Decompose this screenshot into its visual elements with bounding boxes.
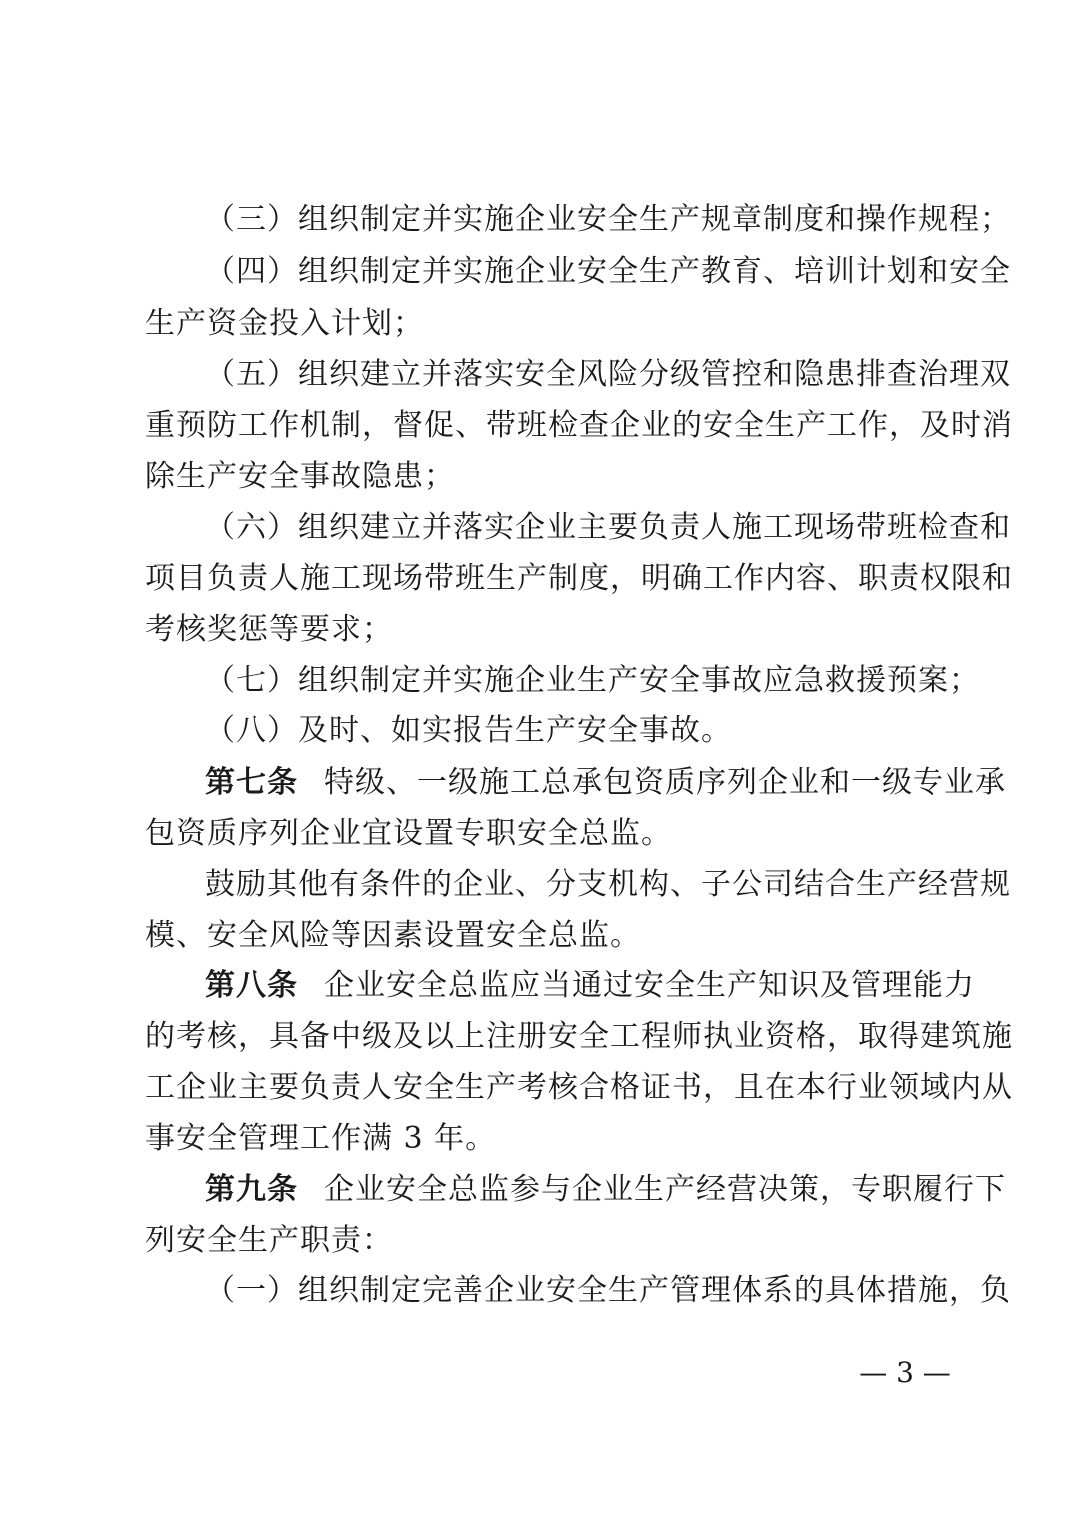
line-text: （六）组织建立并落实企业主要负责人施工现场带班检查和: [205, 510, 1011, 545]
line-text: 鼓励其他有条件的企业、分支机构、子公司结合生产经营规: [205, 867, 1011, 902]
article-line: [0, 1164, 1080, 1216]
line-text: 的考核，具备中级及以上注册安全工程师执业资格，取得建筑施: [145, 1019, 1013, 1054]
body-line: [0, 502, 1080, 554]
body-line: [0, 1265, 1080, 1317]
line-text: （八）及时、如实报告生产安全事故。: [205, 713, 732, 748]
line-text: （四）组织制定并实施企业安全生产教育、培训计划和安全: [205, 254, 1011, 289]
line-text: 考核奖惩等要求；: [145, 612, 393, 647]
body-line: [0, 655, 1080, 707]
body-line: [0, 298, 1080, 350]
body-line: [0, 705, 1080, 757]
line-text: 企业安全总监应当通过安全生产知识及管理能力: [324, 968, 975, 1003]
article-heading: 第九条: [205, 1172, 298, 1207]
article-heading: 第七条: [205, 765, 298, 800]
page-number: — 3 —: [859, 1356, 951, 1389]
line-text: （五）组织建立并落实安全风险分级管控和隐患排查治理双: [205, 357, 1011, 392]
body-line: [0, 859, 1080, 911]
line-text: （三）组织制定并实施企业安全生产规章制度和操作规程；: [205, 202, 1011, 237]
body-line: [0, 246, 1080, 298]
body-line: [0, 194, 1080, 246]
body-line: [0, 910, 1080, 962]
body-line: [0, 1062, 1080, 1114]
line-text: 列安全生产职责：: [145, 1223, 393, 1258]
body-line: [0, 451, 1080, 503]
line-text: 生产资金投入计划；: [145, 306, 424, 341]
line-text: 项目负责人施工现场带班生产制度，明确工作内容、职责权限和: [145, 561, 1013, 596]
body-line: [0, 400, 1080, 452]
body-line: [0, 604, 1080, 656]
line-text: 包资质序列企业宜设置专职安全总监。: [145, 816, 672, 851]
body-line: [0, 553, 1080, 605]
line-text: （一）组织制定完善企业安全生产管理体系的具体措施，负: [205, 1273, 1011, 1308]
line-text: 重预防工作机制，督促、带班检查企业的安全生产工作，及时消: [145, 408, 1013, 443]
body-line: [0, 1215, 1080, 1267]
body-line: [0, 1011, 1080, 1063]
body-line: [0, 808, 1080, 860]
line-text: 事安全管理工作满 3 年。: [145, 1121, 497, 1156]
article-line: [0, 757, 1080, 809]
body-line: [0, 349, 1080, 401]
line-text: 模、安全风险等因素设置安全总监。: [145, 918, 641, 953]
line-text: 工企业主要负责人安全生产考核合格证书，且在本行业领域内从: [145, 1070, 1013, 1105]
line-text: （七）组织制定并实施企业生产安全事故应急救援预案；: [205, 663, 980, 698]
line-text: 企业安全总监参与企业生产经营决策，专职履行下: [324, 1172, 1006, 1207]
line-text: 特级、一级施工总承包资质序列企业和一级专业承: [324, 765, 1006, 800]
body-line: [0, 1113, 1080, 1165]
line-text: 除生产安全事故隐患；: [145, 459, 455, 494]
article-heading: 第八条: [205, 968, 298, 1003]
article-line: [0, 960, 1080, 1012]
